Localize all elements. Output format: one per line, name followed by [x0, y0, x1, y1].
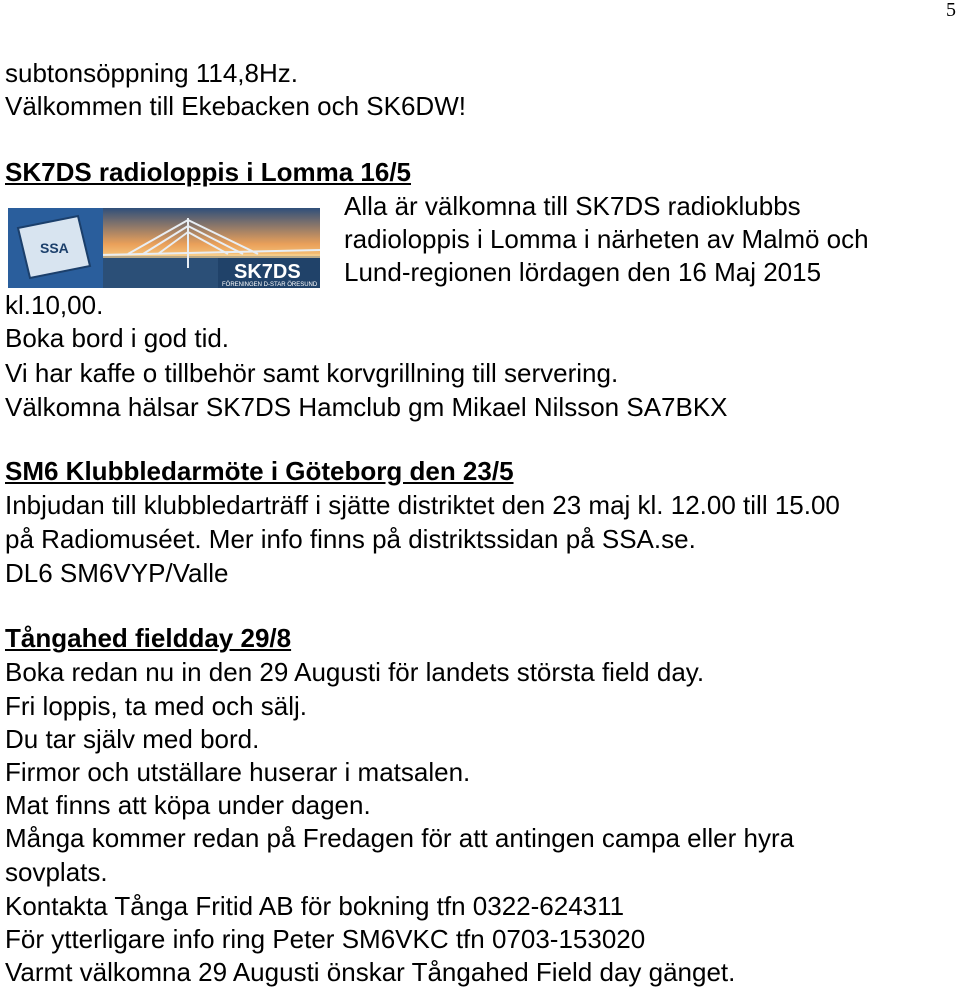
sm6-heading: SM6 Klubbledarmöte i Göteborg den 23/5	[5, 456, 514, 486]
tangahed-line-4: Firmor och utställare huserar i matsalen.	[5, 757, 471, 787]
sk7ds-logo-text: SK7DS	[234, 261, 301, 283]
sm6-line-1: Inbjudan till klubbledarträff i sjätte distriktet den 23 maj kl. 12.00 till 15.00	[5, 490, 840, 520]
sm6-line-2: på Radiomuséet. Mer info finns på distriktssidan på SSA.se.	[5, 524, 696, 554]
sk7ds-line-2: radioloppis i Lomma i närheten av Malmö och	[344, 224, 869, 254]
sk7ds-logo-subtext: FÖRENINGEN D-STAR ÖRESUND	[222, 282, 318, 288]
tangahed-line-10: Varmt välkomna 29 Augusti önskar Tångahed Field day gänget.	[5, 957, 736, 987]
intro-line-2: Välkommen till Ekebacken och SK6DW!	[5, 91, 466, 121]
tangahed-line-1: Boka redan nu in den 29 Augusti för landets största field day.	[5, 657, 705, 687]
tangahed-line-6: Många kommer redan på Fredagen för att antingen campa eller hyra	[5, 823, 795, 853]
page-number: 5	[946, 0, 956, 21]
intro-line-1: subtonsöppning 114,8Hz.	[5, 58, 298, 88]
sk7ds-line-6: Vi har kaffe o tillbehör samt korvgrillning till servering.	[5, 358, 619, 388]
sk7ds-line-7: Välkomna hälsar SK7DS Hamclub gm Mikael Nilsson SA7BKX	[5, 392, 728, 422]
sk7ds-line-4: kl.10,00.	[5, 290, 104, 320]
tangahed-line-8: Kontakta Tånga Fritid AB för bokning tfn 0322-624311	[5, 891, 625, 921]
tangahed-line-2: Fri loppis, ta med och sälj.	[5, 691, 308, 721]
sk7ds-logo	[8, 208, 320, 288]
tangahed-line-3: Du tar själv med bord.	[5, 724, 260, 754]
sm6-line-3: DL6 SM6VYP/Valle	[5, 558, 229, 588]
tangahed-line-5: Mat finns att köpa under dagen.	[5, 790, 371, 820]
sk7ds-line-5: Boka bord i god tid.	[5, 323, 230, 353]
tangahed-line-7: sovplats.	[5, 857, 108, 887]
tangahed-line-9: För ytterligare info ring Peter SM6VKC tfn 0703-153020	[5, 924, 646, 954]
sk7ds-line-3: Lund-regionen lördagen den 16 Maj 2015	[344, 257, 822, 287]
svg-text:SSA: SSA	[40, 240, 69, 256]
sk7ds-heading: SK7DS radioloppis i Lomma 16/5	[5, 157, 411, 187]
tangahed-heading: Tångahed fieldday 29/8	[5, 623, 292, 653]
ssa-badge	[18, 216, 90, 278]
sk7ds-line-1: Alla är välkomna till SK7DS radioklubbs	[344, 191, 801, 221]
